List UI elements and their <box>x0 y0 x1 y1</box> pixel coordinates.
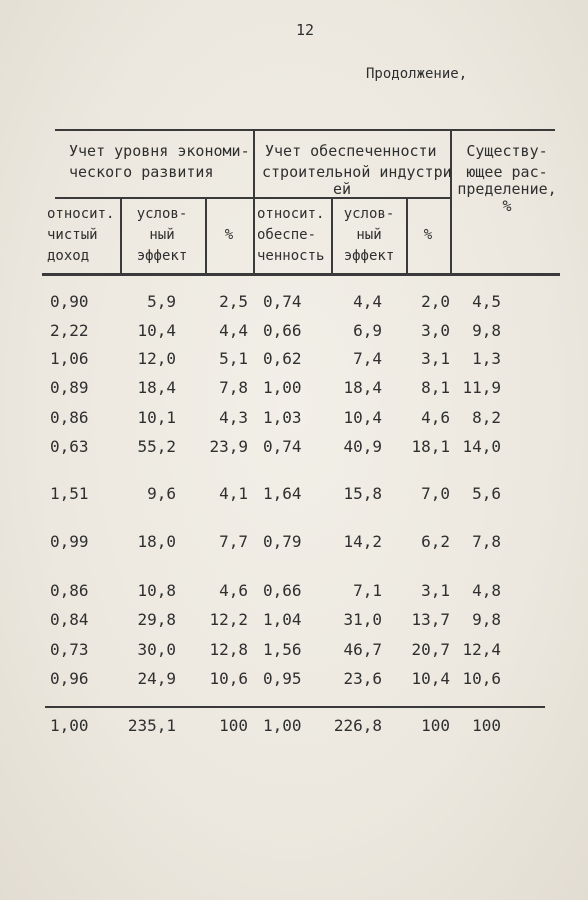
table-cell: 100 <box>421 716 450 735</box>
header-line: Учет обеспеченности <box>265 142 437 160</box>
table-cell: 226,8 <box>333 716 382 735</box>
table-cell: 2,5 <box>219 292 248 311</box>
table-cell: 23,9 <box>209 437 248 456</box>
table-cell: 7,8 <box>472 532 501 551</box>
table-cell: 5,1 <box>219 349 248 368</box>
table-cell: 5,6 <box>472 484 501 503</box>
table-cell: 100 <box>472 716 501 735</box>
table-cell: 0,99 <box>50 532 89 551</box>
table-row <box>0 437 588 457</box>
table-cell: 0,96 <box>50 669 89 688</box>
table-cell: 9,8 <box>472 321 501 340</box>
table-row <box>0 532 588 552</box>
table-row <box>0 321 588 341</box>
table-row <box>0 378 588 398</box>
table-cell: 14,2 <box>343 532 382 551</box>
continuation-label: Продолжение, <box>366 66 468 82</box>
table-cell: 4,8 <box>472 581 501 600</box>
header-line: ченность <box>257 248 325 264</box>
table-cell: 11,9 <box>462 378 501 397</box>
table-cell: 4,5 <box>472 292 501 311</box>
table-cell: 18,0 <box>137 532 176 551</box>
column-header-percent <box>207 225 251 246</box>
column-header-conditional-effect <box>333 204 405 267</box>
table-cell: 12,0 <box>137 349 176 368</box>
table-cell: 30,0 <box>137 640 176 659</box>
header-line: % <box>224 227 234 243</box>
table-cell: 9,6 <box>147 484 176 503</box>
header-line: доход <box>47 248 90 264</box>
header-line: чистый <box>47 227 98 243</box>
page-number: 12 <box>295 21 315 39</box>
table-cell: 10,1 <box>137 408 176 427</box>
table-cell: 0,79 <box>263 532 302 551</box>
table-cell: 46,7 <box>343 640 382 659</box>
column-group-header-construction <box>262 141 452 200</box>
table-cell: 31,0 <box>343 610 382 629</box>
table-cell: 7,4 <box>353 349 382 368</box>
table-cell: 0,84 <box>50 610 89 629</box>
table-cell: 7,7 <box>219 532 248 551</box>
table-cell: 0,74 <box>263 292 302 311</box>
table-cell: 0,63 <box>50 437 89 456</box>
table-cell: 1,00 <box>263 378 302 397</box>
table-cell: 24,9 <box>137 669 176 688</box>
table-cell: 18,4 <box>343 378 382 397</box>
header-line: % <box>502 197 512 215</box>
table-cell: 18,1 <box>411 437 450 456</box>
column-group-header-economic <box>69 141 250 183</box>
table-cell: 14,0 <box>462 437 501 456</box>
table-cell: 0,73 <box>50 640 89 659</box>
table-cell: 4,4 <box>219 321 248 340</box>
total-rule <box>45 706 545 708</box>
table-cell: 0,95 <box>263 669 302 688</box>
header-line: относит. <box>257 206 325 222</box>
table-cell: 12,4 <box>462 640 501 659</box>
table-cell: 1,04 <box>263 610 302 629</box>
header-line: % <box>423 227 433 243</box>
table-cell: 12,8 <box>209 640 248 659</box>
column-header-conditional-effect <box>122 204 202 267</box>
header-line: услов- <box>136 206 188 222</box>
table-cell: 0,90 <box>50 292 89 311</box>
header-line: эффект <box>343 248 395 264</box>
table-cell: 6,9 <box>353 321 382 340</box>
table-cell: 55,2 <box>137 437 176 456</box>
table-cell: 2,0 <box>421 292 450 311</box>
table-cell: 0,66 <box>263 581 302 600</box>
header-line: ющее рас- <box>466 163 548 181</box>
table-row <box>0 349 588 369</box>
table-cell: 3,1 <box>421 349 450 368</box>
column-header-relative-income <box>47 204 114 267</box>
table-cell: 1,00 <box>263 716 302 735</box>
header-line: строительной индустри <box>262 163 452 181</box>
table-cell: 4,6 <box>219 581 248 600</box>
header-line: ческого развития <box>69 163 214 181</box>
table-top-rule <box>55 129 555 131</box>
table-cell: 8,2 <box>472 408 501 427</box>
table-row <box>0 610 588 630</box>
table-row <box>0 408 588 428</box>
table-cell: 1,56 <box>263 640 302 659</box>
table-cell: 0,74 <box>263 437 302 456</box>
table-cell: 10,4 <box>137 321 176 340</box>
table-cell: 4,3 <box>219 408 248 427</box>
table-cell: 5,9 <box>147 292 176 311</box>
table-row <box>0 669 588 689</box>
table-cell: 3,1 <box>421 581 450 600</box>
table-cell: 0,89 <box>50 378 89 397</box>
column-header-percent <box>408 225 448 246</box>
header-line: ный <box>356 227 382 243</box>
table-cell: 10,8 <box>137 581 176 600</box>
table-cell: 6,2 <box>421 532 450 551</box>
table-row <box>0 292 588 312</box>
column-header-relative-supply <box>257 204 324 267</box>
table-row <box>0 640 588 660</box>
column-divider <box>253 130 255 275</box>
table-cell: 7,0 <box>421 484 450 503</box>
total-row <box>0 716 588 736</box>
header-line: эффект <box>136 248 188 264</box>
table-cell: 10,6 <box>209 669 248 688</box>
header-line: ей <box>333 180 352 198</box>
table-cell: 10,4 <box>411 669 450 688</box>
table-cell: 235,1 <box>127 716 176 735</box>
table-cell: 13,7 <box>411 610 450 629</box>
header-line: услов- <box>343 206 395 222</box>
table-cell: 2,22 <box>50 321 89 340</box>
table-cell: 12,2 <box>209 610 248 629</box>
table-cell: 100 <box>219 716 248 735</box>
header-line: Учет уровня экономи- <box>69 142 250 160</box>
table-cell: 4,1 <box>219 484 248 503</box>
table-cell: 0,66 <box>263 321 302 340</box>
table-row <box>0 581 588 601</box>
table-cell: 15,8 <box>343 484 382 503</box>
table-row <box>0 484 588 504</box>
table-cell: 7,1 <box>353 581 382 600</box>
table-cell: 29,8 <box>137 610 176 629</box>
table-cell: 8,1 <box>421 378 450 397</box>
table-cell: 4,4 <box>353 292 382 311</box>
header-line: ный <box>149 227 175 243</box>
table-cell: 1,03 <box>263 408 302 427</box>
table-cell: 0,86 <box>50 408 89 427</box>
table-cell: 10,4 <box>343 408 382 427</box>
table-cell: 10,6 <box>462 669 501 688</box>
table-cell: 1,3 <box>472 349 501 368</box>
table-cell: 1,06 <box>50 349 89 368</box>
header-line: пределение, <box>457 180 557 198</box>
table-cell: 1,64 <box>263 484 302 503</box>
column-header-existing <box>455 141 559 217</box>
table-cell: 20,7 <box>411 640 450 659</box>
table-cell: 18,4 <box>137 378 176 397</box>
table-cell: 40,9 <box>343 437 382 456</box>
table-cell: 3,0 <box>421 321 450 340</box>
header-line: относит. <box>47 206 115 222</box>
header-line: обеспе- <box>257 227 317 243</box>
table-cell: 1,51 <box>50 484 89 503</box>
table-cell: 0,86 <box>50 581 89 600</box>
table-cell: 0,62 <box>263 349 302 368</box>
table-cell: 4,6 <box>421 408 450 427</box>
table-cell: 7,8 <box>219 378 248 397</box>
header-line: Существу- <box>466 142 548 160</box>
table-cell: 23,6 <box>343 669 382 688</box>
table-cell: 1,00 <box>50 716 89 735</box>
table-cell: 9,8 <box>472 610 501 629</box>
